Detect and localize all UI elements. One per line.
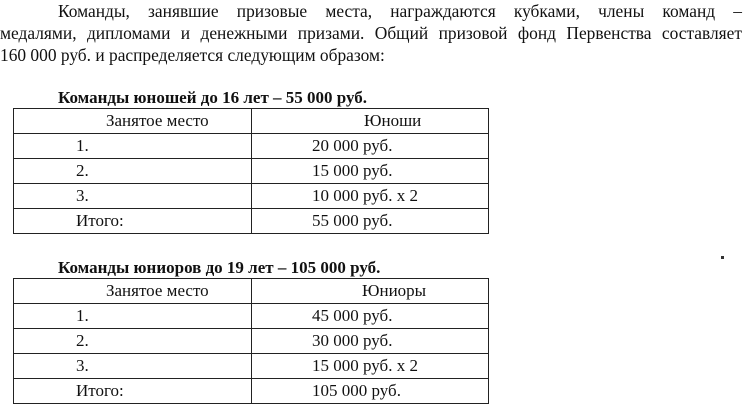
table-row [14, 134, 489, 159]
table-title-boys: Команды юношей до 16 лет – 55 000 руб. [58, 88, 368, 107]
intro-line-1: Команды, занявшие призовые места, награждаются кубками, члены команд – [58, 1, 742, 21]
header-place: Занятое место [14, 279, 252, 304]
prize-cell: 30 000 руб. [252, 329, 489, 354]
header-category: Юниоры [252, 279, 489, 304]
table-row [14, 304, 489, 329]
header-category: Юноши [252, 109, 489, 134]
place-cell: 3. [14, 354, 252, 379]
total-label: Итого: [14, 379, 252, 404]
table-row [14, 159, 489, 184]
prize-cell: 45 000 руб. [252, 304, 489, 329]
intro-line-3: 160 000 руб. и распределяется следующим образом: [0, 45, 385, 65]
prize-table-boys [13, 108, 489, 234]
total-label: Итого: [14, 209, 252, 234]
table-row [14, 354, 489, 379]
table-row [14, 329, 489, 354]
prize-table-juniors [13, 278, 489, 404]
prize-cell: 10 000 руб. х 2 [252, 184, 489, 209]
intro-line-2: медалями, дипломами и денежными призами. Общий призовой фонд Первенства составляет [0, 23, 742, 43]
prize-cell: 15 000 руб. [252, 159, 489, 184]
table-row [14, 184, 489, 209]
table-total-row [14, 209, 489, 234]
prize-cell: 20 000 руб. [252, 134, 489, 159]
table-total-row [14, 379, 489, 404]
prize-cell: 15 000 руб. х 2 [252, 354, 489, 379]
place-cell: 1. [14, 304, 252, 329]
stray-dot [721, 256, 724, 259]
total-value: 105 000 руб. [252, 379, 489, 404]
place-cell: 1. [14, 134, 252, 159]
total-value: 55 000 руб. [252, 209, 489, 234]
place-cell: 3. [14, 184, 252, 209]
table-title-juniors: Команды юниоров до 19 лет – 105 000 руб. [58, 258, 381, 277]
intro-paragraph [0, 0, 742, 66]
header-place: Занятое место [14, 109, 252, 134]
table-header-row [14, 109, 489, 134]
place-cell: 2. [14, 329, 252, 354]
table-header-row [14, 279, 489, 304]
place-cell: 2. [14, 159, 252, 184]
